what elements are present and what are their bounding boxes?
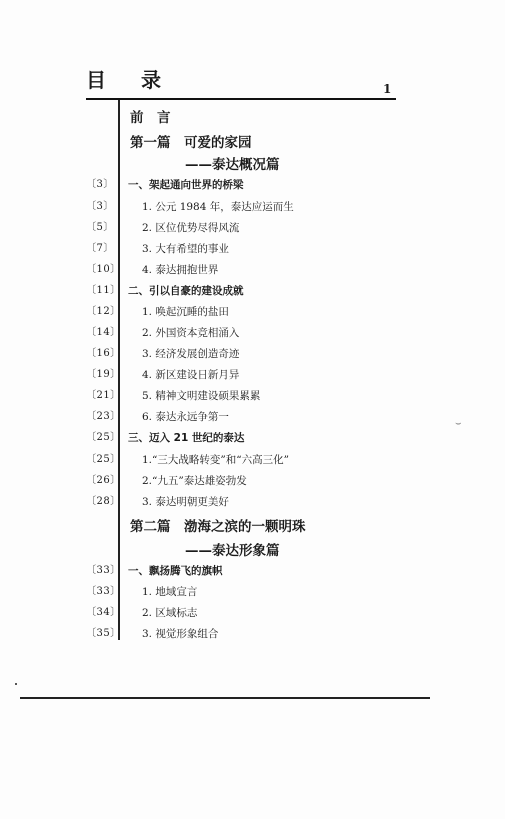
toc-item-title: 2. 区位优势尽得风流 (142, 222, 240, 234)
toc-item-title: 1. 唤起沉睡的盐田 (142, 306, 229, 318)
toc-item-row (0, 344, 505, 364)
scan-mark: ⌣ (455, 418, 462, 429)
toc-chapter-row (0, 561, 505, 581)
toc-item-row (0, 624, 505, 644)
toc-page-ref: 〔10〕 (86, 264, 121, 275)
toc-item-title: 5. 精神文明建设硕果累累 (142, 390, 261, 402)
toc-page-ref: 〔35〕 (86, 628, 121, 639)
page-number: 1 (383, 82, 392, 96)
toc-item-row (0, 386, 505, 406)
toc-item-title: 1. 公元 1984 年，泰达应运而生 (142, 201, 294, 213)
part-1-title: 第一篇 可爱的家园 (130, 135, 252, 151)
toc-page-ref: 〔25〕 (86, 454, 121, 465)
toc-item-title: 6. 泰达永远争第一 (142, 411, 229, 423)
part-2-title: 第二篇 渤海之滨的一颗明珠 (130, 519, 306, 535)
toc-page-ref: 〔28〕 (86, 496, 121, 507)
toc-chapter-row (0, 281, 505, 301)
page-title: 目 录 (86, 68, 175, 92)
toc-item-row (0, 450, 505, 470)
toc-item-row (0, 260, 505, 280)
scan-speck (15, 683, 17, 685)
toc-page-ref: 〔33〕 (86, 586, 121, 597)
toc-page-ref: 〔11〕 (86, 285, 121, 296)
toc-item-title: 4. 泰达拥抱世界 (142, 264, 219, 276)
toc-item-row (0, 302, 505, 322)
toc-page-ref: 〔16〕 (86, 348, 121, 359)
toc-item-row (0, 323, 505, 343)
toc-page-ref: 〔21〕 (86, 390, 121, 401)
toc-item-title: 1.“三大战略转变”和“六高三化” (142, 454, 289, 466)
toc-item-title: 1. 地域宣言 (142, 586, 198, 598)
footer-rule (20, 697, 430, 699)
toc-chapter-row (0, 175, 505, 195)
toc-page-ref: 〔7〕 (86, 243, 114, 254)
part-1-subtitle: ——泰达概况篇 (185, 157, 280, 173)
toc-page-ref: 〔23〕 (86, 411, 121, 422)
toc-item-title: 2. 外国资本竞相涌入 (142, 327, 240, 339)
preface-heading: 前 言 (130, 110, 171, 126)
toc-page-ref: 〔26〕 (86, 475, 121, 486)
toc-item-title: 3. 经济发展创造奇迹 (142, 348, 240, 360)
toc-item-row (0, 197, 505, 217)
toc-chapter-row (0, 428, 505, 448)
toc-item-row (0, 582, 505, 602)
toc-item-row (0, 407, 505, 427)
toc-page-ref: 〔3〕 (86, 179, 114, 190)
toc-item-row (0, 492, 505, 512)
toc-page-ref: 〔5〕 (86, 222, 114, 233)
toc-page-ref: 〔12〕 (86, 306, 121, 317)
header-rule (86, 98, 396, 100)
toc-item-title: 3. 大有希望的事业 (142, 243, 229, 255)
toc-item-row (0, 218, 505, 238)
toc-item-title: 3. 视觉形象组合 (142, 628, 219, 640)
toc-item-title: 2. 区域标志 (142, 607, 198, 619)
toc-page-ref: 〔14〕 (86, 327, 121, 338)
toc-item-title: 4. 新区建设日新月异 (142, 369, 240, 381)
toc-page-ref: 〔3〕 (86, 201, 114, 212)
toc-chapter-title: 二、引以自豪的建设成就 (128, 285, 244, 297)
toc-item-title: 3. 泰达明朝更美好 (142, 496, 229, 508)
toc-item-row (0, 239, 505, 259)
toc-item-title: 2.“九五”泰达雄姿勃发 (142, 475, 247, 487)
toc-item-row (0, 365, 505, 385)
toc-chapter-title: 一、飘扬腾飞的旗帜 (128, 565, 223, 577)
toc-page-ref: 〔34〕 (86, 607, 121, 618)
toc-page-ref: 〔33〕 (86, 565, 121, 576)
toc-chapter-title: 三、迈入 21 世纪的泰达 (128, 432, 245, 444)
toc-page-ref: 〔25〕 (86, 432, 121, 443)
part-2-subtitle: ——泰达形象篇 (185, 543, 280, 559)
toc-item-row (0, 603, 505, 623)
toc-chapter-title: 一、架起通向世界的桥梁 (128, 179, 244, 191)
toc-item-row (0, 471, 505, 491)
toc-page-ref: 〔19〕 (86, 369, 121, 380)
